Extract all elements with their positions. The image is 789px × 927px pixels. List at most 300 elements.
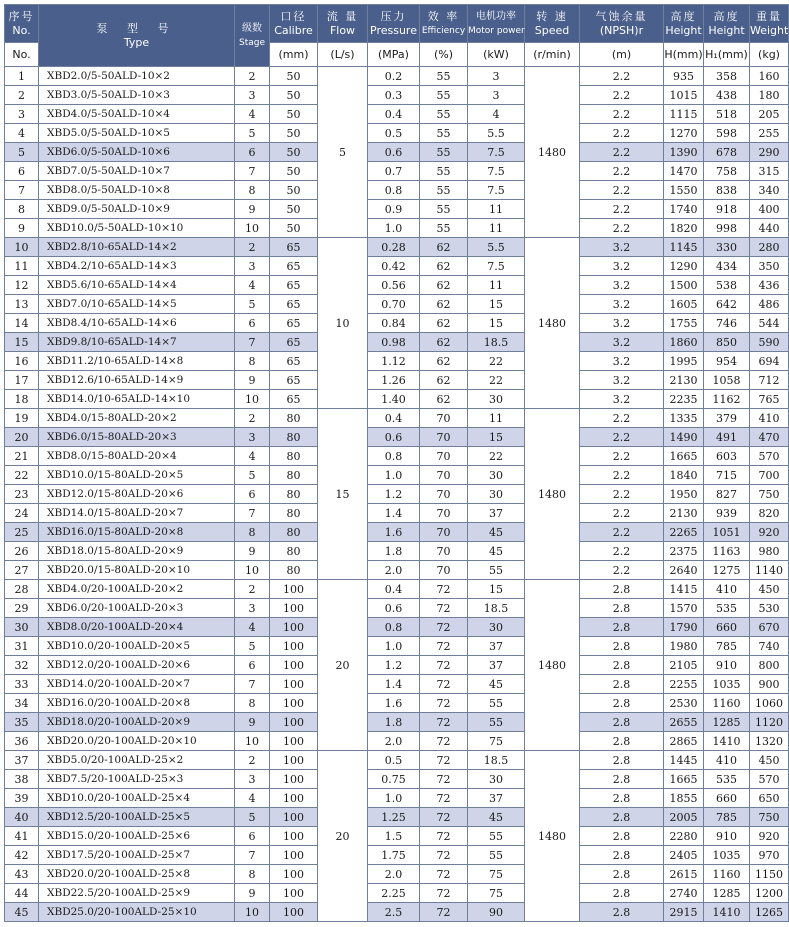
calibre-value: 100 bbox=[270, 865, 318, 884]
pump-type: XBD6.0/5-50ALD-10×6 bbox=[39, 143, 235, 162]
height-value: 1995 bbox=[664, 352, 704, 371]
stage-count: 10 bbox=[235, 219, 270, 238]
pump-type: XBD7.5/20-100ALD-25×3 bbox=[39, 770, 235, 789]
header-weight: 重量 Weight bbox=[750, 5, 789, 43]
pressure-value: 0.42 bbox=[368, 257, 420, 276]
efficiency-value: 62 bbox=[420, 276, 468, 295]
calibre-value: 100 bbox=[270, 751, 318, 770]
flow-value: 20 bbox=[318, 580, 368, 751]
pressure-value: 0.6 bbox=[368, 599, 420, 618]
npsh-value: 2.2 bbox=[580, 181, 664, 200]
height-value: 2375 bbox=[664, 542, 704, 561]
row-number: 21 bbox=[5, 447, 39, 466]
stage-count: 4 bbox=[235, 276, 270, 295]
weight-value: 400 bbox=[750, 200, 789, 219]
npsh-value: 2.8 bbox=[580, 599, 664, 618]
row-number: 5 bbox=[5, 143, 39, 162]
motor-power-value: 37 bbox=[468, 656, 525, 675]
table-row bbox=[5, 86, 789, 105]
row-number: 2 bbox=[5, 86, 39, 105]
calibre-value: 100 bbox=[270, 637, 318, 656]
row-number: 24 bbox=[5, 504, 39, 523]
efficiency-value: 62 bbox=[420, 352, 468, 371]
table-row bbox=[5, 390, 789, 409]
row-number: 6 bbox=[5, 162, 39, 181]
motor-power-value: 15 bbox=[468, 295, 525, 314]
row-number: 36 bbox=[5, 732, 39, 751]
stage-count: 4 bbox=[235, 105, 270, 124]
row-number: 10 bbox=[5, 238, 39, 257]
header-row bbox=[5, 5, 789, 43]
weight-value: 590 bbox=[750, 333, 789, 352]
stage-count: 2 bbox=[235, 238, 270, 257]
pressure-value: 2.0 bbox=[368, 732, 420, 751]
stage-count: 3 bbox=[235, 599, 270, 618]
pump-type: XBD9.8/10-65ALD-14×7 bbox=[39, 333, 235, 352]
pump-type: XBD15.0/20-100ALD-25×6 bbox=[39, 827, 235, 846]
height-value: 1415 bbox=[664, 580, 704, 599]
npsh-value: 2.2 bbox=[580, 504, 664, 523]
pump-type: XBD6.0/15-80ALD-20×3 bbox=[39, 428, 235, 447]
efficiency-value: 72 bbox=[420, 846, 468, 865]
table-row bbox=[5, 580, 789, 599]
pressure-value: 1.75 bbox=[368, 846, 420, 865]
table-row bbox=[5, 428, 789, 447]
calibre-value: 50 bbox=[270, 86, 318, 105]
header-pressure: 压力 Pressure bbox=[368, 5, 420, 43]
height-h1-value: 410 bbox=[704, 580, 750, 599]
npsh-value: 2.8 bbox=[580, 713, 664, 732]
motor-power-value: 7.5 bbox=[468, 143, 525, 162]
unit-flow: (L/s) bbox=[318, 43, 368, 67]
npsh-value: 2.8 bbox=[580, 656, 664, 675]
pressure-value: 0.8 bbox=[368, 181, 420, 200]
stage-count: 6 bbox=[235, 314, 270, 333]
calibre-value: 100 bbox=[270, 808, 318, 827]
npsh-value: 2.8 bbox=[580, 903, 664, 922]
efficiency-value: 70 bbox=[420, 504, 468, 523]
height-h1-value: 660 bbox=[704, 618, 750, 637]
calibre-value: 100 bbox=[270, 770, 318, 789]
pump-type: XBD2.0/5-50ALD-10×2 bbox=[39, 67, 235, 86]
efficiency-value: 62 bbox=[420, 238, 468, 257]
motor-power-value: 75 bbox=[468, 732, 525, 751]
weight-value: 486 bbox=[750, 295, 789, 314]
table-row bbox=[5, 371, 789, 390]
row-number: 40 bbox=[5, 808, 39, 827]
efficiency-value: 62 bbox=[420, 333, 468, 352]
calibre-value: 80 bbox=[270, 504, 318, 523]
stage-count: 2 bbox=[235, 409, 270, 428]
unit-motor-power: (kW) bbox=[468, 43, 525, 67]
npsh-value: 2.2 bbox=[580, 523, 664, 542]
motor-power-value: 5.5 bbox=[468, 238, 525, 257]
pressure-value: 1.4 bbox=[368, 675, 420, 694]
height-h1-value: 598 bbox=[704, 124, 750, 143]
table-row bbox=[5, 884, 789, 903]
stage-count: 9 bbox=[235, 713, 270, 732]
row-number: 34 bbox=[5, 694, 39, 713]
stage-count: 4 bbox=[235, 618, 270, 637]
stage-count: 2 bbox=[235, 751, 270, 770]
motor-power-value: 15 bbox=[468, 580, 525, 599]
stage-count: 10 bbox=[235, 561, 270, 580]
height-value: 2915 bbox=[664, 903, 704, 922]
pressure-value: 0.98 bbox=[368, 333, 420, 352]
efficiency-value: 72 bbox=[420, 732, 468, 751]
calibre-value: 80 bbox=[270, 428, 318, 447]
pressure-value: 0.75 bbox=[368, 770, 420, 789]
weight-value: 280 bbox=[750, 238, 789, 257]
table-row bbox=[5, 675, 789, 694]
npsh-value: 2.2 bbox=[580, 561, 664, 580]
stage-count: 9 bbox=[235, 200, 270, 219]
height-value: 1145 bbox=[664, 238, 704, 257]
stage-count: 10 bbox=[235, 903, 270, 922]
height-h1-value: 410 bbox=[704, 751, 750, 770]
calibre-value: 65 bbox=[270, 333, 318, 352]
height-value: 1665 bbox=[664, 770, 704, 789]
npsh-value: 2.2 bbox=[580, 542, 664, 561]
row-number: 9 bbox=[5, 219, 39, 238]
stage-count: 3 bbox=[235, 770, 270, 789]
pump-type: XBD11.2/10-65ALD-14×8 bbox=[39, 352, 235, 371]
table-row bbox=[5, 485, 789, 504]
row-number: 4 bbox=[5, 124, 39, 143]
height-value: 1270 bbox=[664, 124, 704, 143]
header-type: 泵 型 号 Type bbox=[39, 5, 235, 67]
efficiency-value: 72 bbox=[420, 637, 468, 656]
motor-power-value: 22 bbox=[468, 371, 525, 390]
efficiency-value: 55 bbox=[420, 105, 468, 124]
stage-count: 8 bbox=[235, 694, 270, 713]
height-h1-value: 758 bbox=[704, 162, 750, 181]
motor-power-value: 37 bbox=[468, 637, 525, 656]
table-row bbox=[5, 808, 789, 827]
row-number: 7 bbox=[5, 181, 39, 200]
stage-count: 9 bbox=[235, 884, 270, 903]
height-h1-value: 998 bbox=[704, 219, 750, 238]
pressure-value: 0.6 bbox=[368, 428, 420, 447]
height-value: 1605 bbox=[664, 295, 704, 314]
npsh-value: 2.2 bbox=[580, 143, 664, 162]
calibre-value: 100 bbox=[270, 694, 318, 713]
motor-power-value: 22 bbox=[468, 352, 525, 371]
table-row bbox=[5, 561, 789, 580]
efficiency-value: 72 bbox=[420, 713, 468, 732]
npsh-value: 2.8 bbox=[580, 751, 664, 770]
unit-pressure: (MPa) bbox=[368, 43, 420, 67]
table-row bbox=[5, 599, 789, 618]
npsh-value: 2.8 bbox=[580, 789, 664, 808]
row-number: 44 bbox=[5, 884, 39, 903]
motor-power-value: 30 bbox=[468, 390, 525, 409]
pressure-value: 1.2 bbox=[368, 656, 420, 675]
pressure-value: 0.3 bbox=[368, 86, 420, 105]
table-row bbox=[5, 542, 789, 561]
pump-type: XBD8.4/10-65ALD-14×6 bbox=[39, 314, 235, 333]
efficiency-value: 62 bbox=[420, 371, 468, 390]
npsh-value: 2.2 bbox=[580, 124, 664, 143]
stage-count: 6 bbox=[235, 656, 270, 675]
height-h1-value: 1051 bbox=[704, 523, 750, 542]
pressure-value: 1.12 bbox=[368, 352, 420, 371]
efficiency-value: 72 bbox=[420, 751, 468, 770]
npsh-value: 2.2 bbox=[580, 162, 664, 181]
motor-power-value: 3 bbox=[468, 86, 525, 105]
efficiency-value: 72 bbox=[420, 599, 468, 618]
table-row bbox=[5, 352, 789, 371]
weight-value: 1320 bbox=[750, 732, 789, 751]
weight-value: 440 bbox=[750, 219, 789, 238]
table-row bbox=[5, 200, 789, 219]
unit-speed: (r/min) bbox=[525, 43, 580, 67]
height-value: 1500 bbox=[664, 276, 704, 295]
weight-value: 255 bbox=[750, 124, 789, 143]
npsh-value: 2.8 bbox=[580, 618, 664, 637]
unit-efficiency: (%) bbox=[420, 43, 468, 67]
pump-type: XBD4.0/20-100ALD-20×2 bbox=[39, 580, 235, 599]
calibre-value: 80 bbox=[270, 485, 318, 504]
pressure-value: 0.8 bbox=[368, 618, 420, 637]
efficiency-value: 70 bbox=[420, 428, 468, 447]
weight-value: 650 bbox=[750, 789, 789, 808]
unit-calibre: (mm) bbox=[270, 43, 318, 67]
stage-count: 2 bbox=[235, 67, 270, 86]
stage-count: 7 bbox=[235, 162, 270, 181]
weight-value: 712 bbox=[750, 371, 789, 390]
npsh-value: 2.2 bbox=[580, 466, 664, 485]
weight-value: 160 bbox=[750, 67, 789, 86]
stage-count: 3 bbox=[235, 257, 270, 276]
npsh-value: 2.2 bbox=[580, 428, 664, 447]
motor-power-value: 18.5 bbox=[468, 333, 525, 352]
weight-value: 1140 bbox=[750, 561, 789, 580]
calibre-value: 50 bbox=[270, 219, 318, 238]
calibre-value: 80 bbox=[270, 409, 318, 428]
npsh-value: 2.2 bbox=[580, 447, 664, 466]
weight-value: 920 bbox=[750, 827, 789, 846]
motor-power-value: 11 bbox=[468, 219, 525, 238]
height-value: 1950 bbox=[664, 485, 704, 504]
table-row bbox=[5, 789, 789, 808]
header-efficiency: 效 率 Efficiency bbox=[420, 5, 468, 43]
table-row bbox=[5, 105, 789, 124]
efficiency-value: 72 bbox=[420, 808, 468, 827]
table-row bbox=[5, 751, 789, 770]
height-h1-value: 910 bbox=[704, 656, 750, 675]
stage-count: 10 bbox=[235, 390, 270, 409]
height-h1-value: 538 bbox=[704, 276, 750, 295]
stage-count: 6 bbox=[235, 485, 270, 504]
pump-type: XBD25.0/20-100ALD-25×10 bbox=[39, 903, 235, 922]
height-h1-value: 715 bbox=[704, 466, 750, 485]
pump-type: XBD7.0/10-65ALD-14×5 bbox=[39, 295, 235, 314]
height-value: 1820 bbox=[664, 219, 704, 238]
efficiency-value: 72 bbox=[420, 656, 468, 675]
calibre-value: 50 bbox=[270, 67, 318, 86]
efficiency-value: 70 bbox=[420, 542, 468, 561]
row-number: 27 bbox=[5, 561, 39, 580]
pressure-value: 0.4 bbox=[368, 409, 420, 428]
calibre-value: 100 bbox=[270, 827, 318, 846]
height-h1-value: 1058 bbox=[704, 371, 750, 390]
motor-power-value: 30 bbox=[468, 485, 525, 504]
row-number: 18 bbox=[5, 390, 39, 409]
pump-type: XBD5.0/20-100ALD-25×2 bbox=[39, 751, 235, 770]
height-h1-value: 1285 bbox=[704, 713, 750, 732]
table-row bbox=[5, 447, 789, 466]
pump-type: XBD16.0/15-80ALD-20×8 bbox=[39, 523, 235, 542]
row-number: 41 bbox=[5, 827, 39, 846]
calibre-value: 100 bbox=[270, 732, 318, 751]
height-value: 2865 bbox=[664, 732, 704, 751]
calibre-value: 100 bbox=[270, 789, 318, 808]
efficiency-value: 70 bbox=[420, 485, 468, 504]
height-value: 1860 bbox=[664, 333, 704, 352]
motor-power-value: 15 bbox=[468, 314, 525, 333]
pressure-value: 0.84 bbox=[368, 314, 420, 333]
motor-power-value: 45 bbox=[468, 523, 525, 542]
weight-value: 436 bbox=[750, 276, 789, 295]
row-number: 35 bbox=[5, 713, 39, 732]
weight-value: 570 bbox=[750, 447, 789, 466]
row-number: 39 bbox=[5, 789, 39, 808]
efficiency-value: 55 bbox=[420, 86, 468, 105]
pump-type: XBD18.0/20-100ALD-20×9 bbox=[39, 713, 235, 732]
efficiency-value: 55 bbox=[420, 219, 468, 238]
weight-value: 800 bbox=[750, 656, 789, 675]
height-value: 2255 bbox=[664, 675, 704, 694]
calibre-value: 65 bbox=[270, 257, 318, 276]
motor-power-value: 55 bbox=[468, 827, 525, 846]
motor-power-value: 4 bbox=[468, 105, 525, 124]
header-npsh: 气蚀余量 (NPSH)r bbox=[580, 5, 664, 43]
table-row bbox=[5, 257, 789, 276]
weight-value: 700 bbox=[750, 466, 789, 485]
npsh-value: 2.2 bbox=[580, 409, 664, 428]
weight-value: 350 bbox=[750, 257, 789, 276]
height-h1-value: 838 bbox=[704, 181, 750, 200]
efficiency-value: 70 bbox=[420, 561, 468, 580]
npsh-value: 2.8 bbox=[580, 694, 664, 713]
height-value: 1855 bbox=[664, 789, 704, 808]
header-speed: 转 速 Speed bbox=[525, 5, 580, 43]
row-number: 37 bbox=[5, 751, 39, 770]
height-value: 1740 bbox=[664, 200, 704, 219]
height-value: 2405 bbox=[664, 846, 704, 865]
pump-type: XBD22.5/20-100ALD-25×9 bbox=[39, 884, 235, 903]
pump-type: XBD7.0/5-50ALD-10×7 bbox=[39, 162, 235, 181]
row-number: 12 bbox=[5, 276, 39, 295]
row-number: 19 bbox=[5, 409, 39, 428]
unit-height: H(mm) bbox=[664, 43, 704, 67]
height-value: 2005 bbox=[664, 808, 704, 827]
pump-type: XBD8.0/15-80ALD-20×4 bbox=[39, 447, 235, 466]
pressure-value: 0.6 bbox=[368, 143, 420, 162]
pump-type: XBD6.0/20-100ALD-20×3 bbox=[39, 599, 235, 618]
weight-value: 765 bbox=[750, 390, 789, 409]
efficiency-value: 62 bbox=[420, 257, 468, 276]
motor-power-value: 55 bbox=[468, 713, 525, 732]
efficiency-value: 70 bbox=[420, 409, 468, 428]
efficiency-value: 72 bbox=[420, 827, 468, 846]
npsh-value: 3.2 bbox=[580, 257, 664, 276]
motor-power-value: 37 bbox=[468, 504, 525, 523]
npsh-value: 2.2 bbox=[580, 200, 664, 219]
height-h1-value: 939 bbox=[704, 504, 750, 523]
stage-count: 6 bbox=[235, 827, 270, 846]
weight-value: 1120 bbox=[750, 713, 789, 732]
pressure-value: 0.56 bbox=[368, 276, 420, 295]
stage-count: 7 bbox=[235, 504, 270, 523]
weight-value: 920 bbox=[750, 523, 789, 542]
efficiency-value: 72 bbox=[420, 903, 468, 922]
efficiency-value: 55 bbox=[420, 200, 468, 219]
height-value: 2130 bbox=[664, 504, 704, 523]
table-row bbox=[5, 219, 789, 238]
npsh-value: 2.8 bbox=[580, 884, 664, 903]
pressure-value: 0.8 bbox=[368, 447, 420, 466]
npsh-value: 3.2 bbox=[580, 390, 664, 409]
height-value: 1840 bbox=[664, 466, 704, 485]
efficiency-value: 62 bbox=[420, 390, 468, 409]
npsh-value: 2.8 bbox=[580, 580, 664, 599]
calibre-value: 100 bbox=[270, 884, 318, 903]
pump-type: XBD20.0/20-100ALD-20×10 bbox=[39, 732, 235, 751]
pump-type: XBD17.5/20-100ALD-25×7 bbox=[39, 846, 235, 865]
speed-value: 1480 bbox=[525, 580, 580, 751]
height-h1-value: 1035 bbox=[704, 675, 750, 694]
pressure-value: 1.0 bbox=[368, 637, 420, 656]
row-number: 42 bbox=[5, 846, 39, 865]
height-h1-value: 1035 bbox=[704, 846, 750, 865]
stage-count: 7 bbox=[235, 846, 270, 865]
pressure-value: 1.8 bbox=[368, 713, 420, 732]
pump-type: XBD12.6/10-65ALD-14×9 bbox=[39, 371, 235, 390]
npsh-value: 2.2 bbox=[580, 219, 664, 238]
efficiency-value: 72 bbox=[420, 618, 468, 637]
table-row bbox=[5, 903, 789, 922]
motor-power-value: 18.5 bbox=[468, 599, 525, 618]
pump-type: XBD14.0/15-80ALD-20×7 bbox=[39, 504, 235, 523]
table-row bbox=[5, 656, 789, 675]
header-flow: 流 量 Flow bbox=[318, 5, 368, 43]
height-h1-value: 438 bbox=[704, 86, 750, 105]
table-row bbox=[5, 162, 789, 181]
height-value: 2655 bbox=[664, 713, 704, 732]
motor-power-value: 75 bbox=[468, 884, 525, 903]
weight-value: 970 bbox=[750, 846, 789, 865]
calibre-value: 50 bbox=[270, 162, 318, 181]
row-number: 11 bbox=[5, 257, 39, 276]
height-value: 1755 bbox=[664, 314, 704, 333]
height-h1-value: 746 bbox=[704, 314, 750, 333]
pump-type: XBD9.0/5-50ALD-10×9 bbox=[39, 200, 235, 219]
row-number: 25 bbox=[5, 523, 39, 542]
pump-type: XBD2.8/10-65ALD-14×2 bbox=[39, 238, 235, 257]
pump-type: XBD10.0/15-80ALD-20×5 bbox=[39, 466, 235, 485]
efficiency-value: 62 bbox=[420, 314, 468, 333]
efficiency-value: 72 bbox=[420, 675, 468, 694]
table-row bbox=[5, 770, 789, 789]
pump-type: XBD3.0/5-50ALD-10×3 bbox=[39, 86, 235, 105]
motor-power-value: 90 bbox=[468, 903, 525, 922]
efficiency-value: 72 bbox=[420, 865, 468, 884]
pump-type: XBD10.0/5-50ALD-10×10 bbox=[39, 219, 235, 238]
calibre-value: 100 bbox=[270, 580, 318, 599]
weight-value: 820 bbox=[750, 504, 789, 523]
